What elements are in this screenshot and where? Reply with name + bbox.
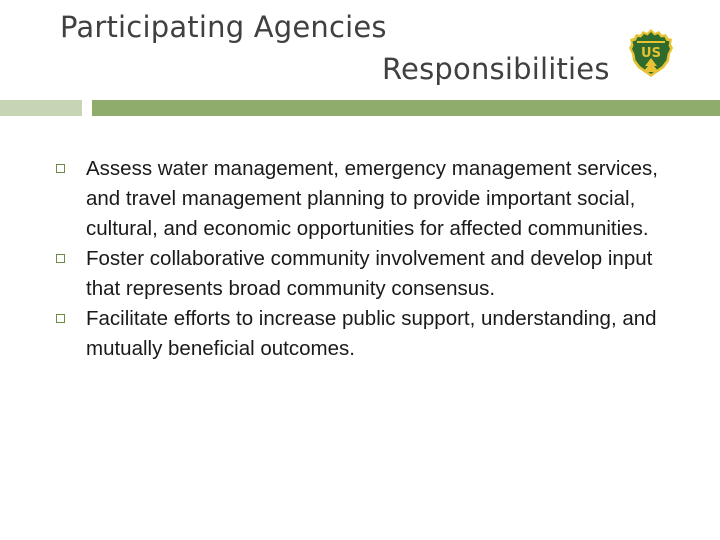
usfs-shield-icon — [628, 28, 674, 78]
bullet-list — [56, 154, 666, 364]
square-bullet-icon — [56, 254, 65, 263]
logo-lettering: US — [641, 46, 661, 61]
bullet-item — [56, 304, 666, 364]
square-bullet-icon — [56, 314, 65, 323]
accent-bar-left — [0, 100, 82, 116]
slide-title-line-2: Responsibilities — [382, 52, 610, 86]
bullet-text: Facilitate efforts to increase public support, understanding, and mutually beneficial outcomes. — [86, 307, 657, 360]
slide-title-line-1: Participating Agencies — [60, 10, 387, 44]
square-bullet-icon — [56, 164, 65, 173]
usfs-shield-logo — [628, 28, 674, 78]
bullet-item — [56, 154, 666, 244]
bullet-text: Assess water management, emergency management services, and travel management planning to provide important social, cultural, and economic opportunities for affected communities. — [86, 157, 658, 240]
bullet-text: Foster collaborative community involvement and develop input that represents broad community consensus. — [86, 247, 653, 300]
accent-bar-right — [92, 100, 720, 116]
bullet-item — [56, 244, 666, 304]
